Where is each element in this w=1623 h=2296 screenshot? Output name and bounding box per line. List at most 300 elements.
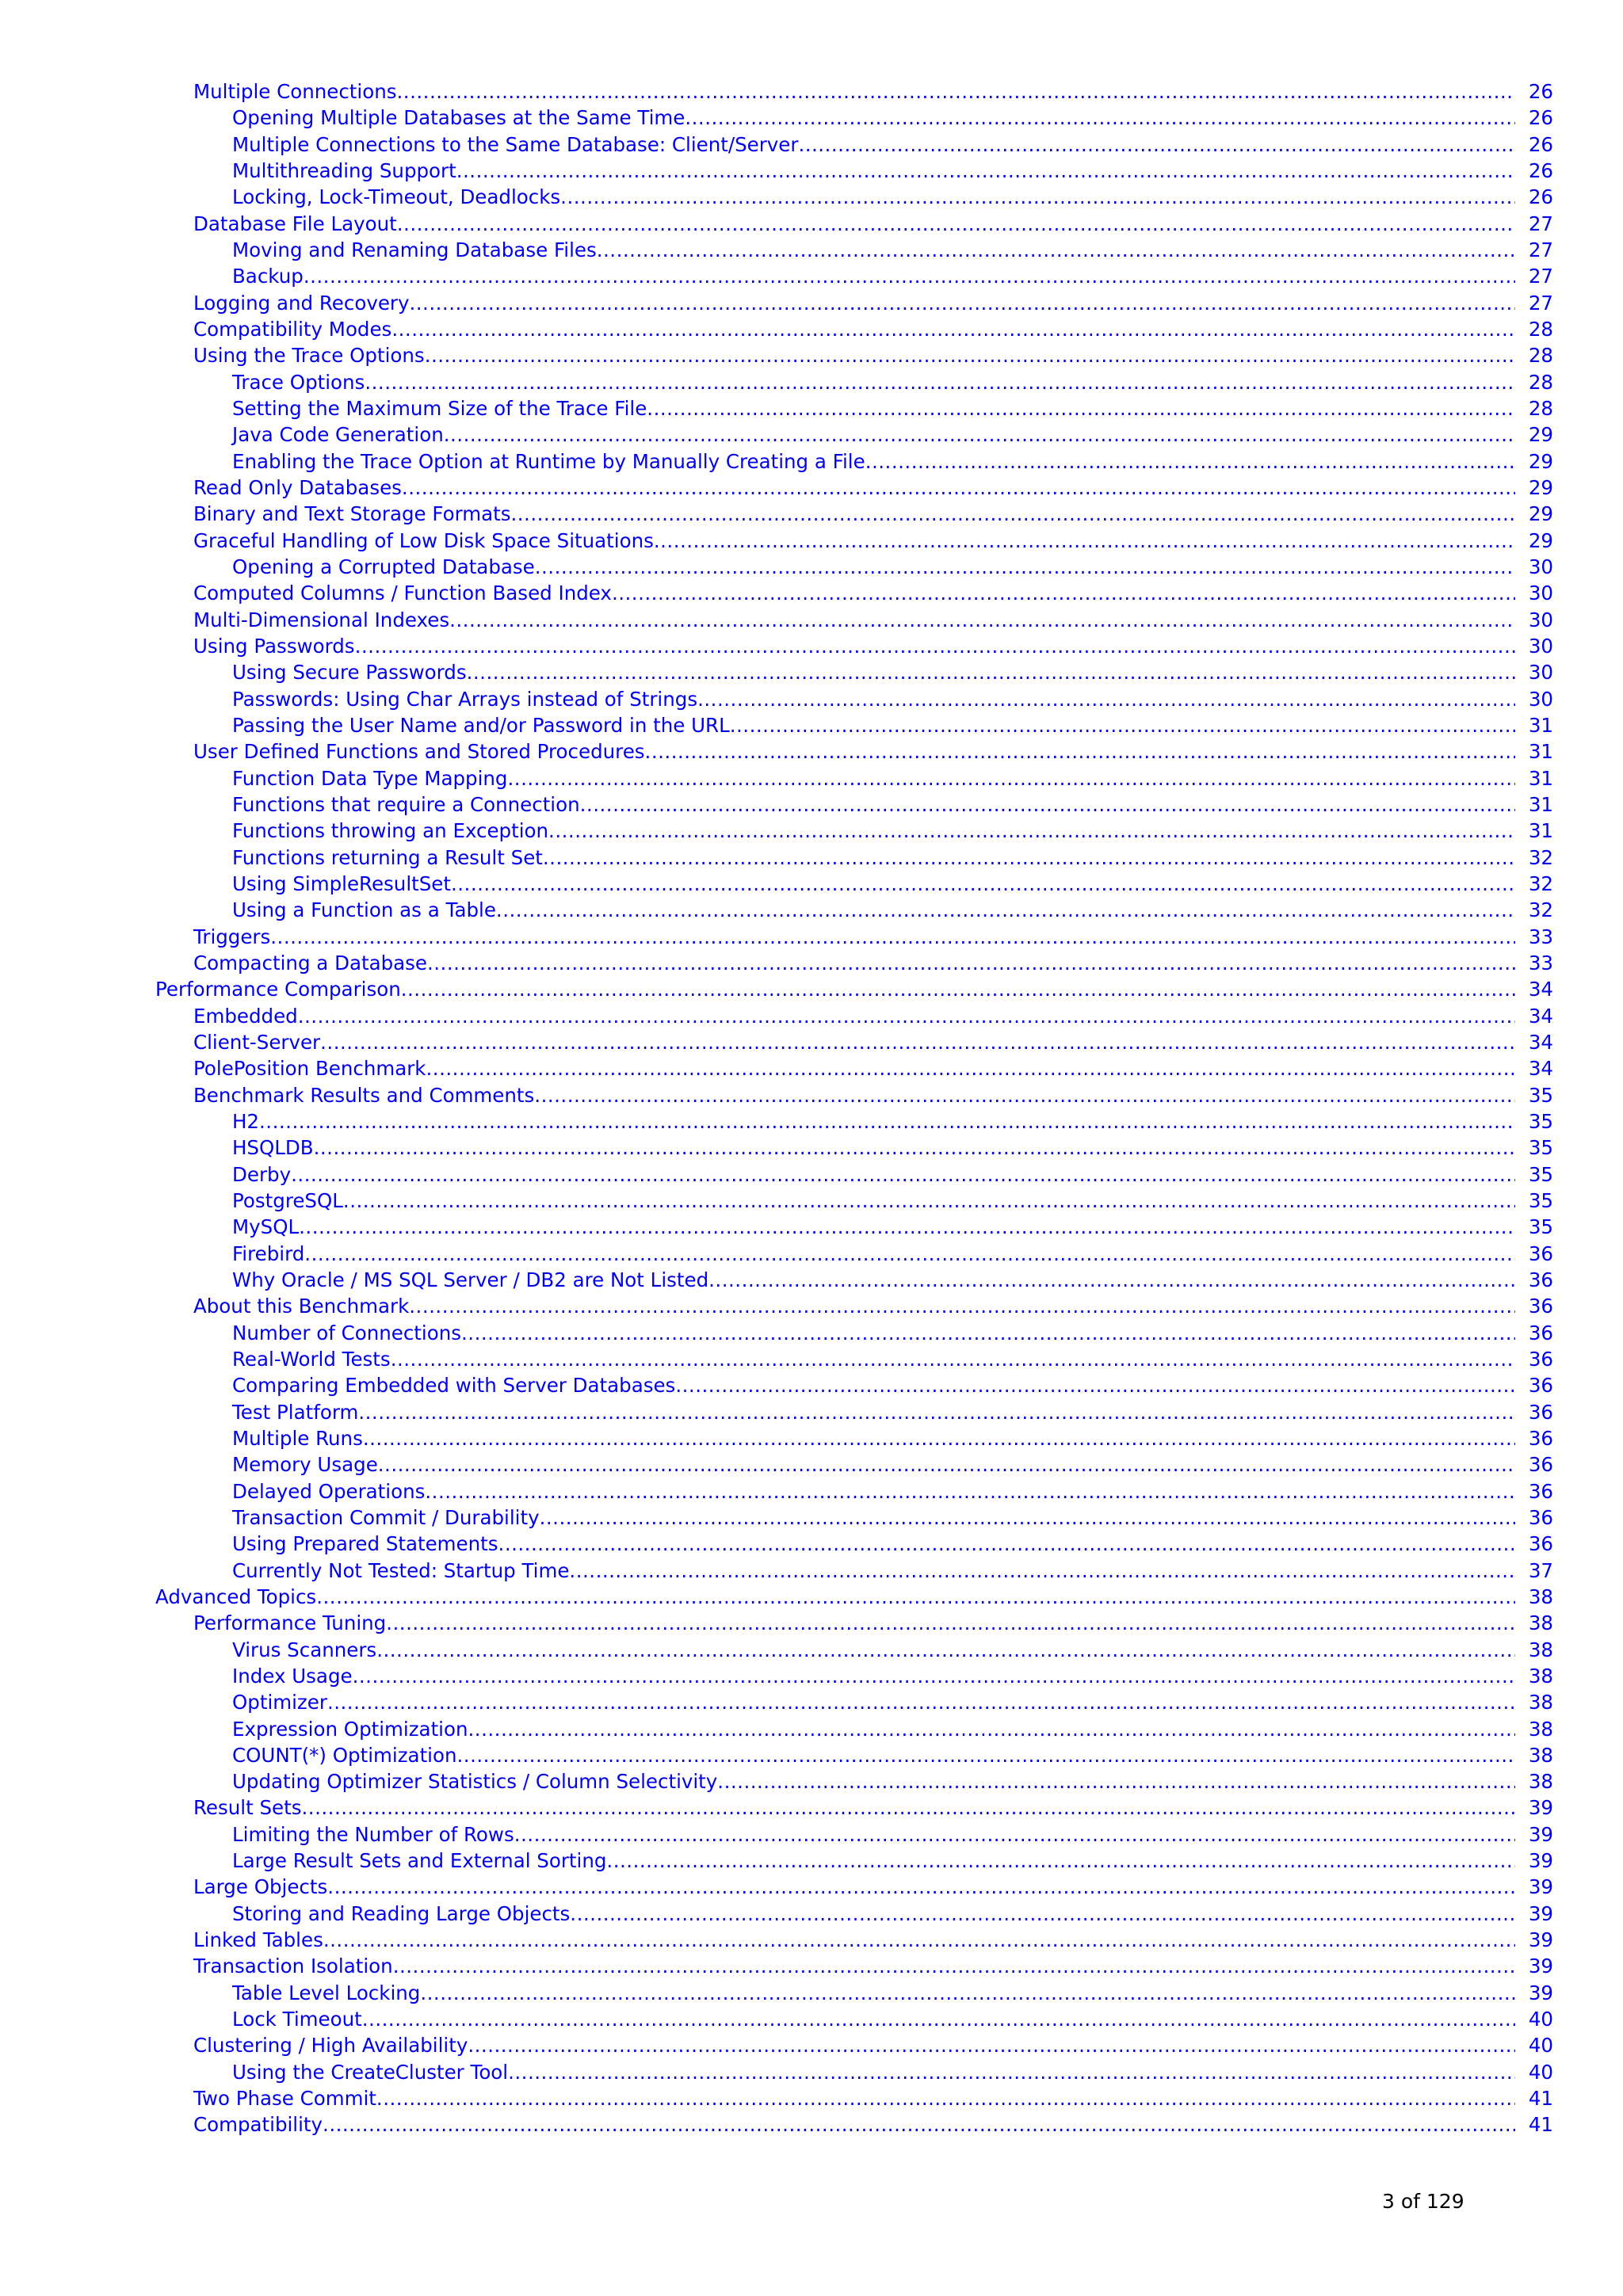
toc-entry[interactable] [155,2032,1553,2058]
toc-entry-page-number: 28 [1528,318,1553,341]
dot-leader [560,185,1515,208]
dot-leader [451,872,1515,895]
toc-entry-page-number: 31 [1528,766,1553,790]
toc-entry-page-number: 29 [1528,449,1553,473]
toc-entry-page-number: 27 [1528,265,1553,288]
toc-entry-title: Setting the Maximum Size of the Trace File [232,397,647,421]
dot-leader [540,1506,1515,1529]
dot-leader [327,1875,1515,1898]
toc-entry-title: Result Sets [193,1796,302,1820]
toc-entry-title: Using SimpleResultSet [232,872,451,895]
toc-entry[interactable] [155,765,1553,791]
toc-entry[interactable] [155,2085,1553,2111]
toc-entry-title: Benchmark Results and Comments [193,1083,535,1107]
dot-leader [606,1849,1515,1872]
toc-entry-title: Transaction Isolation [193,1955,393,1978]
toc-entry-page-number: 41 [1528,2113,1553,2137]
toc-entry-page-number: 26 [1528,80,1553,104]
toc-entry-page-number: 39 [1528,1822,1553,1846]
dot-leader [461,1322,1515,1344]
toc-entry[interactable] [155,1980,1553,2006]
toc-entry[interactable] [155,1901,1553,1927]
toc-entry-title: Compatibility Modes [193,318,392,341]
toc-entry-page-number: 35 [1528,1109,1553,1133]
dot-leader [362,2008,1515,2031]
toc-entry-page-number: 36 [1528,1479,1553,1503]
dot-leader [798,133,1515,156]
toc-entry-title: Limiting the Number of Rows [232,1822,514,1846]
toc-entry-title: Multi-Dimensional Indexes [193,608,450,631]
toc-entry-page-number: 28 [1528,344,1553,368]
toc-entry-title: Using a Function as a Table [232,898,496,922]
toc-entry[interactable] [155,845,1553,871]
toc-entry-title: Using the CreateCluster Tool [232,2060,509,2084]
toc-entry[interactable] [155,1029,1553,1055]
toc-entry-page-number: 26 [1528,106,1553,130]
toc-entry[interactable] [155,158,1553,184]
dot-leader [425,344,1515,367]
toc-entry-title: Multiple Connections [193,80,397,104]
toc-entry-title: Embedded [193,1004,298,1028]
toc-entry[interactable] [155,897,1553,923]
dot-leader [363,1427,1515,1450]
toc-entry-title: Using Prepared Statements [232,1532,498,1556]
dot-leader [514,1823,1515,1846]
toc-entry[interactable] [155,395,1553,421]
toc-entry-title: Number of Connections [232,1321,461,1344]
toc-entry-page-number: 36 [1528,1426,1553,1450]
toc-entry-title: Performance Tuning [193,1611,387,1635]
toc-entry-title: Multiple Runs [232,1426,363,1450]
dot-leader [391,1348,1515,1371]
toc-entry[interactable] [155,1478,1553,1504]
dot-leader [569,1559,1515,1582]
toc-entry-title: Currently Not Tested: Startup Time [232,1558,570,1582]
dot-leader [270,925,1515,948]
toc-entry[interactable] [155,554,1553,580]
toc-entry[interactable] [155,290,1553,316]
toc-entry-page-number: 34 [1528,1057,1553,1081]
toc-entry-page-number: 38 [1528,1770,1553,1794]
toc-entry-page-number: 35 [1528,1215,1553,1239]
toc-entry-page-number: 38 [1528,1585,1553,1608]
toc-entry[interactable] [155,184,1553,210]
toc-entry-title: Enabling the Trace Option at Runtime by Manually Creating a File [232,449,865,473]
toc-entry[interactable] [155,738,1553,765]
dot-leader [343,1189,1515,1212]
toc-entry-title: Opening a Corrupted Database [232,555,535,579]
toc-entry[interactable] [155,448,1553,475]
toc-entry-page-number: 27 [1528,212,1553,235]
dot-leader [548,819,1515,842]
toc-entry-title: Passwords: Using Char Arrays instead of Strings [232,687,698,711]
table-of-contents [155,78,1553,2138]
toc-entry-title: Using the Trace Options [193,344,425,368]
dot-leader [543,846,1515,869]
page-number-indicator: 3 of 129 [1382,2190,1465,2213]
dot-leader [510,502,1515,525]
toc-entry-title: Client-Server [193,1030,321,1054]
toc-entry[interactable] [155,1451,1553,1478]
toc-entry-title: Computed Columns / Function Based Index [193,582,612,605]
toc-entry-page-number: 33 [1528,951,1553,974]
toc-entry[interactable] [155,633,1553,659]
toc-entry-page-number: 27 [1528,291,1553,315]
toc-entry-page-number: 32 [1528,872,1553,895]
toc-entry-page-number: 38 [1528,1638,1553,1661]
toc-entry-title: Clustering / High Availability [193,2034,468,2058]
toc-entry[interactable] [155,132,1553,158]
toc-entry-page-number: 36 [1528,1505,1553,1529]
toc-entry[interactable] [155,369,1553,395]
toc-entry[interactable] [155,659,1553,685]
toc-entry[interactable] [155,1135,1553,1161]
toc-entry[interactable] [155,2111,1553,2138]
toc-entry-page-number: 34 [1528,978,1553,1001]
toc-entry-title: Multiple Connections to the Same Database: Client/Server [232,132,799,156]
toc-entry-title: Large Result Sets and External Sorting [232,1849,607,1873]
toc-entry[interactable] [155,1610,1553,1636]
toc-entry-page-number: 39 [1528,1901,1553,1925]
toc-entry-page-number: 36 [1528,1347,1553,1371]
dot-leader [259,1110,1515,1133]
toc-entry-title: Advanced Topics [155,1585,317,1608]
toc-entry-title: Delayed Operations [232,1479,426,1503]
toc-entry[interactable] [155,1742,1553,1768]
toc-entry[interactable] [155,1636,1553,1662]
dot-leader [420,1981,1515,2004]
dot-leader [457,1744,1516,1767]
dot-leader [391,318,1515,341]
toc-entry[interactable] [155,1557,1553,1583]
dot-leader [535,555,1515,578]
dot-leader [444,423,1515,446]
toc-entry-page-number: 34 [1528,1030,1553,1054]
dot-leader [426,1057,1516,1080]
toc-entry-page-number: 38 [1528,1717,1553,1741]
toc-entry-title: Functions that require a Connection [232,793,580,817]
toc-entry[interactable] [155,2006,1553,2032]
toc-entry[interactable] [155,712,1553,738]
dot-leader [327,1691,1515,1714]
dot-leader [393,1955,1515,1978]
toc-entry[interactable] [155,475,1553,501]
toc-entry[interactable] [155,580,1553,606]
dot-leader [685,106,1515,129]
toc-entry[interactable] [155,950,1553,976]
toc-entry[interactable] [155,1821,1553,1848]
toc-entry[interactable] [155,342,1553,368]
dot-leader [376,2087,1515,2110]
toc-entry[interactable] [155,1055,1553,1081]
toc-entry[interactable] [155,1161,1553,1187]
toc-entry[interactable] [155,1794,1553,1821]
dot-leader [449,608,1515,631]
toc-entry-title: About this Benchmark [193,1295,410,1318]
toc-entry-page-number: 31 [1528,714,1553,738]
toc-entry-title: Large Objects [193,1875,328,1899]
dot-leader [508,767,1516,790]
toc-entry-page-number: 27 [1528,238,1553,262]
dot-leader [456,159,1515,182]
toc-entry-page-number: 39 [1528,1875,1553,1899]
toc-entry-title: PolePosition Benchmark [193,1057,426,1081]
toc-entry-page-number: 30 [1528,555,1553,579]
dot-leader [467,661,1515,684]
toc-entry-title: Linked Tables [193,1928,323,1952]
toc-entry[interactable] [155,211,1553,237]
toc-entry-page-number: 38 [1528,1691,1553,1714]
toc-entry[interactable] [155,1319,1553,1345]
toc-entry[interactable] [155,105,1553,131]
toc-entry-page-number: 37 [1528,1558,1553,1582]
dot-leader [316,1585,1515,1608]
toc-entry-title: Function Data Type Mapping [232,766,508,790]
toc-entry-title: Transaction Commit / Durability [232,1505,540,1529]
toc-entry-title: Java Code Generation [232,423,444,447]
toc-entry-title: Database File Layout [193,212,397,235]
toc-entry-page-number: 32 [1528,845,1553,869]
dot-leader [427,952,1515,974]
toc-entry-title: Real-World Tests [232,1347,391,1371]
dot-leader [645,740,1515,763]
toc-entry-page-number: 36 [1528,1374,1553,1398]
dot-leader [298,1005,1515,1028]
toc-entry-page-number: 33 [1528,925,1553,948]
toc-entry-title: Compacting a Database [193,951,427,974]
dot-leader [409,292,1515,315]
toc-entry-page-number: 35 [1528,1083,1553,1107]
toc-entry-title: Trace Options [232,370,365,394]
toc-entry[interactable] [155,1768,1553,1794]
toc-entry-title: Virus Scanners [232,1638,377,1661]
toc-entry-page-number: 29 [1528,502,1553,526]
toc-entry-page-number: 39 [1528,1849,1553,1873]
toc-entry-title: PostgreSQL [232,1188,343,1212]
toc-entry[interactable] [155,1081,1553,1108]
toc-entry[interactable] [155,1927,1553,1953]
toc-entry[interactable] [155,1505,1553,1531]
toc-entry-title: Firebird [232,1241,305,1265]
toc-entry[interactable] [155,1531,1553,1557]
toc-entry[interactable] [155,686,1553,712]
toc-entry-page-number: 31 [1528,740,1553,764]
toc-entry[interactable] [155,528,1553,554]
toc-entry-title: Passing the User Name and/or Password in the URL [232,714,730,738]
toc-entry[interactable] [155,791,1553,818]
toc-entry-page-number: 35 [1528,1136,1553,1160]
toc-entry[interactable] [155,237,1553,263]
toc-entry-title: Why Oracle / MS SQL Server / DB2 are Not Listed [232,1268,709,1291]
dot-leader [534,1084,1515,1107]
toc-entry-title: Functions returning a Result Set [232,845,543,869]
dot-leader [397,212,1515,235]
toc-entry-title: User Defined Functions and Stored Procedures [193,740,645,764]
toc-entry[interactable] [155,1874,1553,1900]
toc-entry-title: Read Only Databases [193,476,402,500]
toc-entry-page-number: 38 [1528,1743,1553,1767]
toc-entry[interactable] [155,1848,1553,1874]
dot-leader [675,1374,1515,1397]
toc-entry-title: H2 [232,1109,260,1133]
toc-entry[interactable] [155,1425,1553,1451]
toc-entry-page-number: 36 [1528,1532,1553,1556]
dot-leader [717,1770,1515,1793]
toc-entry[interactable] [155,78,1553,105]
toc-entry[interactable] [155,1663,1553,1689]
toc-entry[interactable] [155,316,1553,342]
toc-entry-title: Functions throwing an Exception [232,819,549,843]
dot-leader [697,688,1515,711]
dot-leader [496,898,1515,921]
toc-entry-title: Lock Timeout [232,2008,362,2031]
toc-entry-page-number: 32 [1528,898,1553,922]
toc-entry[interactable] [155,871,1553,897]
toc-entry-title: Using Passwords [193,635,355,658]
dot-leader [402,476,1515,499]
toc-entry[interactable] [155,1240,1553,1266]
toc-entry[interactable] [155,1293,1553,1319]
dot-leader [353,1665,1515,1688]
toc-entry-page-number: 26 [1528,159,1553,183]
toc-entry[interactable] [155,607,1553,633]
dot-leader [358,1401,1515,1424]
toc-entry-title: Moving and Renaming Database Files [232,238,597,262]
toc-entry-page-number: 30 [1528,608,1553,631]
toc-entry-title: Comparing Embedded with Server Databases [232,1374,676,1398]
dot-leader [304,265,1515,288]
toc-entry-title: Multithreading Support [232,159,456,183]
toc-entry-page-number: 36 [1528,1241,1553,1265]
toc-entry[interactable] [155,501,1553,527]
dot-leader [612,582,1515,605]
toc-entry-page-number: 36 [1528,1453,1553,1477]
toc-entry-page-number: 30 [1528,661,1553,685]
toc-entry-title: Logging and Recovery [193,291,410,315]
dot-leader [401,978,1515,1001]
toc-entry-page-number: 31 [1528,819,1553,843]
toc-entry-page-number: 39 [1528,1928,1553,1952]
dot-leader [708,1268,1515,1291]
toc-entry-page-number: 36 [1528,1295,1553,1318]
dot-leader [730,714,1515,737]
toc-entry-title: Backup [232,265,304,288]
toc-entry-page-number: 34 [1528,1004,1553,1028]
toc-entry[interactable] [155,1188,1553,1214]
toc-entry-title: Two Phase Commit [193,2087,376,2111]
toc-entry-title: MySQL [232,1215,300,1239]
dot-leader [654,529,1515,552]
toc-entry-page-number: 31 [1528,793,1553,817]
dot-leader [468,2034,1515,2057]
toc-entry-page-number: 39 [1528,1981,1553,2004]
toc-entry-title: Compatibility [193,2113,323,2137]
dot-leader [498,1532,1515,1555]
toc-entry-page-number: 39 [1528,1955,1553,1978]
dot-leader [291,1163,1515,1186]
toc-entry-page-number: 28 [1528,397,1553,421]
dot-leader [323,1928,1515,1951]
toc-entry-page-number: 40 [1528,2008,1553,2031]
toc-entry[interactable] [155,1002,1553,1028]
toc-entry-title: COUNT(*) Optimization [232,1743,457,1767]
dot-leader [378,1453,1515,1476]
toc-entry[interactable] [155,1346,1553,1372]
toc-entry[interactable] [155,818,1553,844]
dot-leader [314,1136,1515,1159]
toc-entry[interactable] [155,2059,1553,2085]
toc-entry[interactable] [155,976,1553,1002]
toc-entry-title: Expression Optimization [232,1717,468,1741]
dot-leader [865,450,1515,473]
dot-leader [323,2113,1515,2136]
dot-leader [386,1611,1515,1634]
toc-entry-page-number: 29 [1528,423,1553,447]
toc-entry-title: Graceful Handling of Low Disk Space Situations [193,528,654,552]
toc-entry-title: Triggers [193,925,271,948]
toc-entry-title: Test Platform [232,1400,359,1424]
toc-entry[interactable] [155,1715,1553,1741]
toc-entry-title: HSQLDB [232,1136,314,1160]
toc-entry-title: Optimizer [232,1691,327,1714]
toc-entry-title: Storing and Reading Large Objects [232,1901,571,1925]
toc-entry-title: Performance Comparison [155,978,401,1001]
dot-leader [355,635,1515,658]
toc-entry-title: Table Level Locking [232,1981,421,2004]
toc-entry[interactable] [155,263,1553,289]
toc-entry-title: Opening Multiple Databases at the Same Time [232,106,685,130]
toc-entry[interactable] [155,1214,1553,1240]
dot-leader [570,1902,1515,1925]
dot-leader [376,1638,1515,1661]
toc-entry-page-number: 38 [1528,1664,1553,1688]
toc-entry-page-number: 28 [1528,370,1553,394]
toc-entry-title: Binary and Text Storage Formats [193,502,511,526]
toc-entry-title: Derby [232,1162,292,1186]
toc-entry[interactable] [155,924,1553,950]
toc-entry[interactable] [155,1398,1553,1425]
toc-entry-page-number: 35 [1528,1162,1553,1186]
toc-entry[interactable] [155,1953,1553,1979]
toc-entry-page-number: 40 [1528,2060,1553,2084]
dot-leader [320,1031,1515,1054]
toc-entry-title: Memory Usage [232,1453,378,1477]
dot-leader [508,2061,1515,2084]
toc-entry-page-number: 39 [1528,1796,1553,1820]
dot-leader [468,1718,1515,1741]
dot-leader [647,397,1515,420]
toc-entry[interactable] [155,1372,1553,1398]
dot-leader [597,238,1515,261]
dot-leader [304,1242,1515,1265]
toc-entry[interactable] [155,1267,1553,1293]
toc-entry[interactable] [155,1584,1553,1610]
dot-leader [299,1215,1515,1238]
toc-entry-page-number: 41 [1528,2087,1553,2111]
toc-entry-page-number: 35 [1528,1188,1553,1212]
toc-entry-title: Locking, Lock-Timeout, Deadlocks [232,185,561,209]
toc-entry-page-number: 36 [1528,1321,1553,1344]
toc-entry-page-number: 36 [1528,1400,1553,1424]
toc-entry[interactable] [155,421,1553,448]
toc-entry-page-number: 30 [1528,635,1553,658]
dot-leader [397,80,1516,103]
toc-entry[interactable] [155,1108,1553,1135]
toc-entry-page-number: 30 [1528,582,1553,605]
toc-entry[interactable] [155,1689,1553,1715]
toc-entry-page-number: 26 [1528,185,1553,209]
toc-entry-page-number: 26 [1528,132,1553,156]
